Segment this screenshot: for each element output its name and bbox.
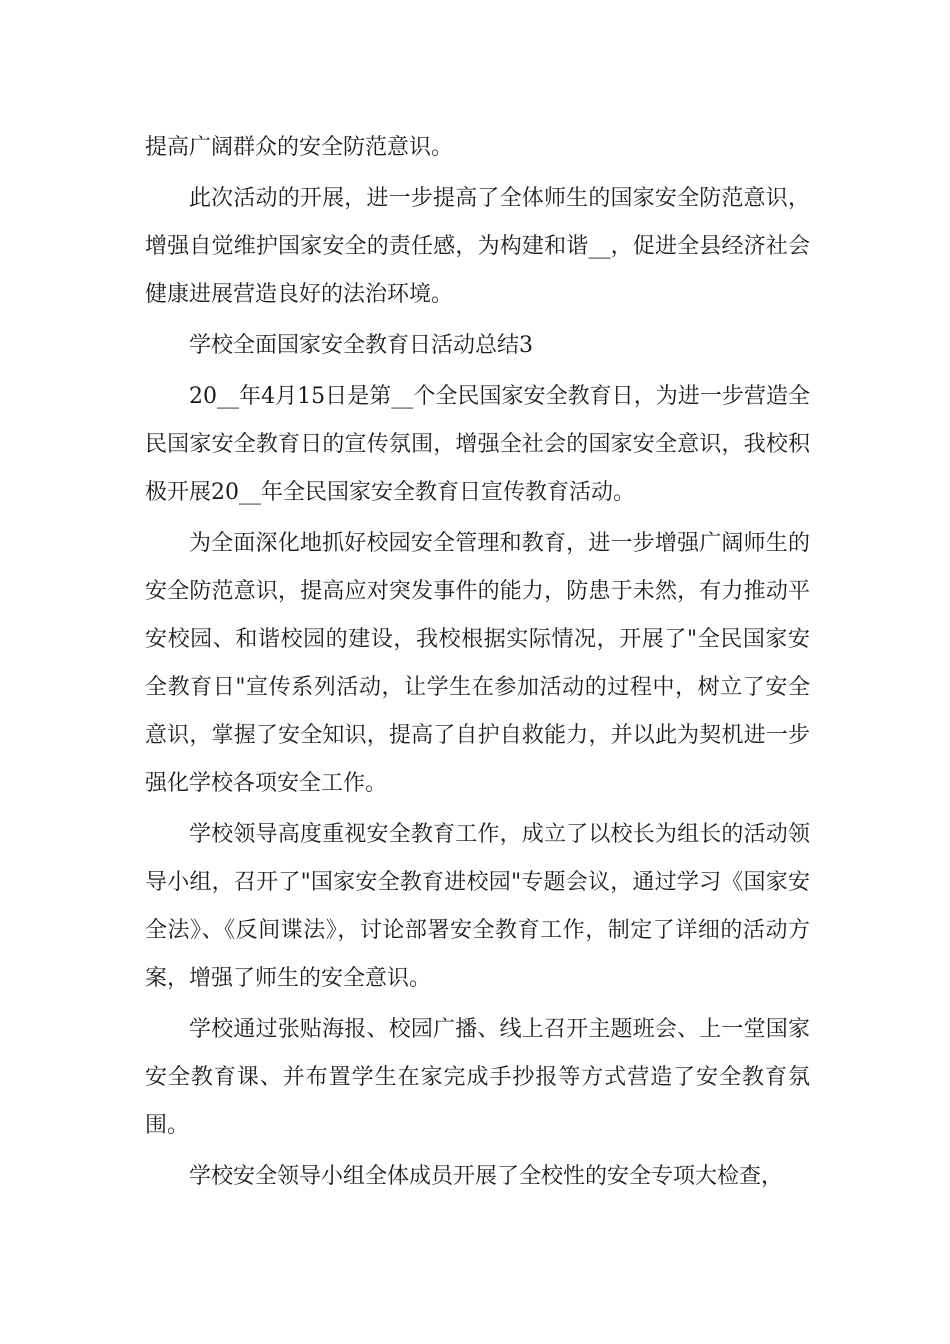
document-body [145, 124, 810, 1204]
paragraph-continued: 提高广阔群众的安全防范意识。 [145, 135, 454, 160]
paragraph: 学校通过张贴海报、校园广播、线上召开主题班会、上一堂国家安全教育课、并布置学生在家完成手抄报等方式营造了安全教育氛围。 [145, 1017, 810, 1138]
paragraph: 此次活动的开展，进一步提高了全体师生的国家安全防范意识，增强自觉维护国家安全的责任感，为构建和谐__，促进全县经济社会健康进展营造良好的法治环境。 [145, 186, 810, 307]
section-heading: 学校全面国家安全教育日活动总结3 [189, 333, 533, 358]
paragraph: 20__年4月15日是第__个全民国家安全教育日，为进一步营造全民国家安全教育日的宣传氛围，增强全社会的国家安全意识，我校积极开展20__年全民国家安全教育日宣传教育活动。 [145, 384, 810, 505]
paragraph: 学校领导高度重视安全教育工作，成立了以校长为组长的活动领导小组，召开了"国家安全教育进校园"专题会议，通过学习《国家安全法》、《反间谍法》，讨论部署安全教育工作，制定了详细的活动方案，增强了师生的安全意识。 [145, 822, 810, 991]
paragraph: 为全面深化地抓好校园安全管理和教育，进一步增强广阔师生的安全防范意识，提高应对突发事件的能力，防患于未然，有力推动平安校园、和谐校园的建设，我校根据实际情况，开展了"全民国家安全教育日"宣传系列活动，让学生在参加活动的过程中，树立了安全意识，掌握了安全知识，提高了自护自救能力，并以此为契机进一步强化学校各项安全工作。 [145, 531, 810, 796]
paragraph: 学校安全领导小组全体成员开展了全校性的安全专项大检查， [189, 1164, 784, 1189]
